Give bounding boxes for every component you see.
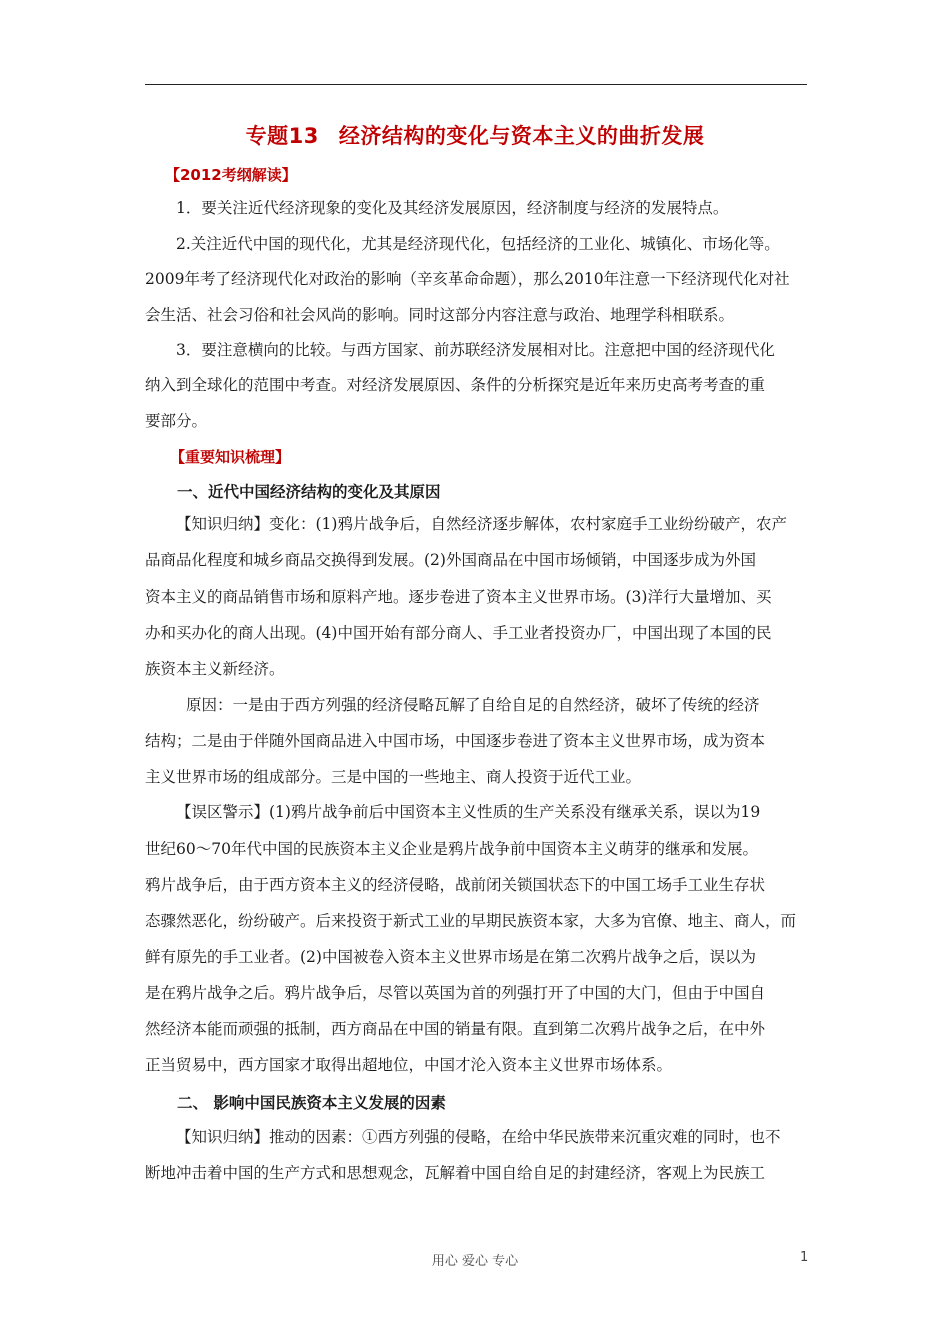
paragraph-line: 2.关注近代中国的现代化，尤其是经济现代化，包括经济的工业化、城镇化、市场化等。 <box>176 235 780 253</box>
paragraph-line: 断地冲击着中国的生产方式和思想观念，瓦解着中国自给自足的封建经济，客观上为民族工 <box>145 1164 766 1182</box>
page-number: 1 <box>800 1250 809 1265</box>
paragraph-line: 要部分。 <box>145 412 208 430</box>
title-text: 经济结构的变化与资本主义的曲折发展 <box>338 124 705 148</box>
paragraph-line: 然经济本能而顽强的抵制，西方商品在中国的销量有限。直到第二次鸦片战争之后，在中外 <box>145 1020 766 1038</box>
paragraph-line: 世纪60～70年代中国的民族资本主义企业是鸦片战争前中国资本主义萌芽的继承和发展。 <box>145 840 758 858</box>
footer-motto: 用心 爱心 专心 <box>431 1254 519 1269</box>
title-number: 专题13 <box>245 124 319 148</box>
paragraph-line: 2009年考了经济现代化对政治的影响（辛亥革命命题），那么2010年注意一下经济现代化对社 <box>145 270 790 288</box>
section-heading-1: 一、近代中国经济结构的变化及其原因 <box>177 483 441 501</box>
document-title <box>0 120 950 150</box>
paragraph-line: 族资本主义新经济。 <box>145 660 285 678</box>
paragraph-line: 主义世界市场的组成部分。三是中国的一些地主、商人投资于近代工业。 <box>145 768 642 786</box>
paragraph-line: 1．要关注近代经济现象的变化及其经济发展原因，经济制度与经济的发展特点。 <box>176 199 729 217</box>
paragraph-line: 鸦片战争后，由于西方资本主义的经济侵略，战前闭关锁国状态下的中国工场手工业生存状 <box>145 876 766 894</box>
paragraph-line: 正当贸易中，西方国家才取得出超地位，中国才沦入资本主义世界市场体系。 <box>145 1056 673 1074</box>
paragraph-line: 会生活、社会习俗和社会风尚的影响。同时这部分内容注意与政治、地理学科相联系。 <box>145 306 735 324</box>
paragraph-line: 办和买办化的商人出现。(4)中国开始有部分商人、手工业者投资办厂，中国出现了本国的民 <box>145 624 772 642</box>
paragraph-line: 态骤然恶化，纷纷破产。后来投资于新式工业的早期民族资本家，大多为官僚、地主、商人，而 <box>145 912 797 930</box>
paragraph-line: 【知识归纳】推动的因素：①西方列强的侵略，在给中华民族带来沉重灾难的同时，也不 <box>176 1128 781 1146</box>
header-rule <box>145 84 807 85</box>
paragraph-line: 【知识归纳】变化：(1)鸦片战争后，自然经济逐步解体，农村家庭手工业纷纷破产，农产 <box>176 515 787 533</box>
paragraph-line: 原因：一是由于西方列强的经济侵略瓦解了自给自足的自然经济，破坏了传统的经济 <box>186 696 760 714</box>
paragraph-line: 是在鸦片战争之后。鸦片战争后，尽管以英国为首的列强打开了中国的大门，但由于中国自 <box>145 984 766 1002</box>
paragraph-line: 鲜有原先的手工业者。(2)中国被卷入资本主义世界市场是在第二次鸦片战争之后，误以为 <box>145 948 756 966</box>
knowledge-heading: 【重要知识梳理】 <box>170 448 291 466</box>
section-heading-2: 二、 影响中国民族资本主义发展的因素 <box>177 1094 446 1112</box>
paragraph-line: 纳入到全球化的范围中考查。对经济发展原因、条件的分析探究是近年来历史高考考查的重 <box>145 376 766 394</box>
paragraph-line: 结构；二是由于伴随外国商品进入中国市场，中国逐步卷进了资本主义世界市场，成为资本 <box>145 732 766 750</box>
paragraph-line: 3．要注意横向的比较。与西方国家、前苏联经济发展相对比。注意把中国的经济现代化 <box>176 341 775 359</box>
paragraph-line: 【误区警示】(1)鸦片战争前后中国资本主义性质的生产关系没有继承关系，误以为19 <box>176 803 761 821</box>
paragraph-line: 资本主义的商品销售市场和原料产地。逐步卷进了资本主义世界市场。(3)洋行大量增加、买 <box>145 588 772 606</box>
paragraph-line: 品商品化程度和城乡商品交换得到发展。(2)外国商品在中国市场倾销，中国逐步成为外国 <box>145 551 756 569</box>
exam-outline-heading: 【2012考纲解读】 <box>165 166 297 184</box>
